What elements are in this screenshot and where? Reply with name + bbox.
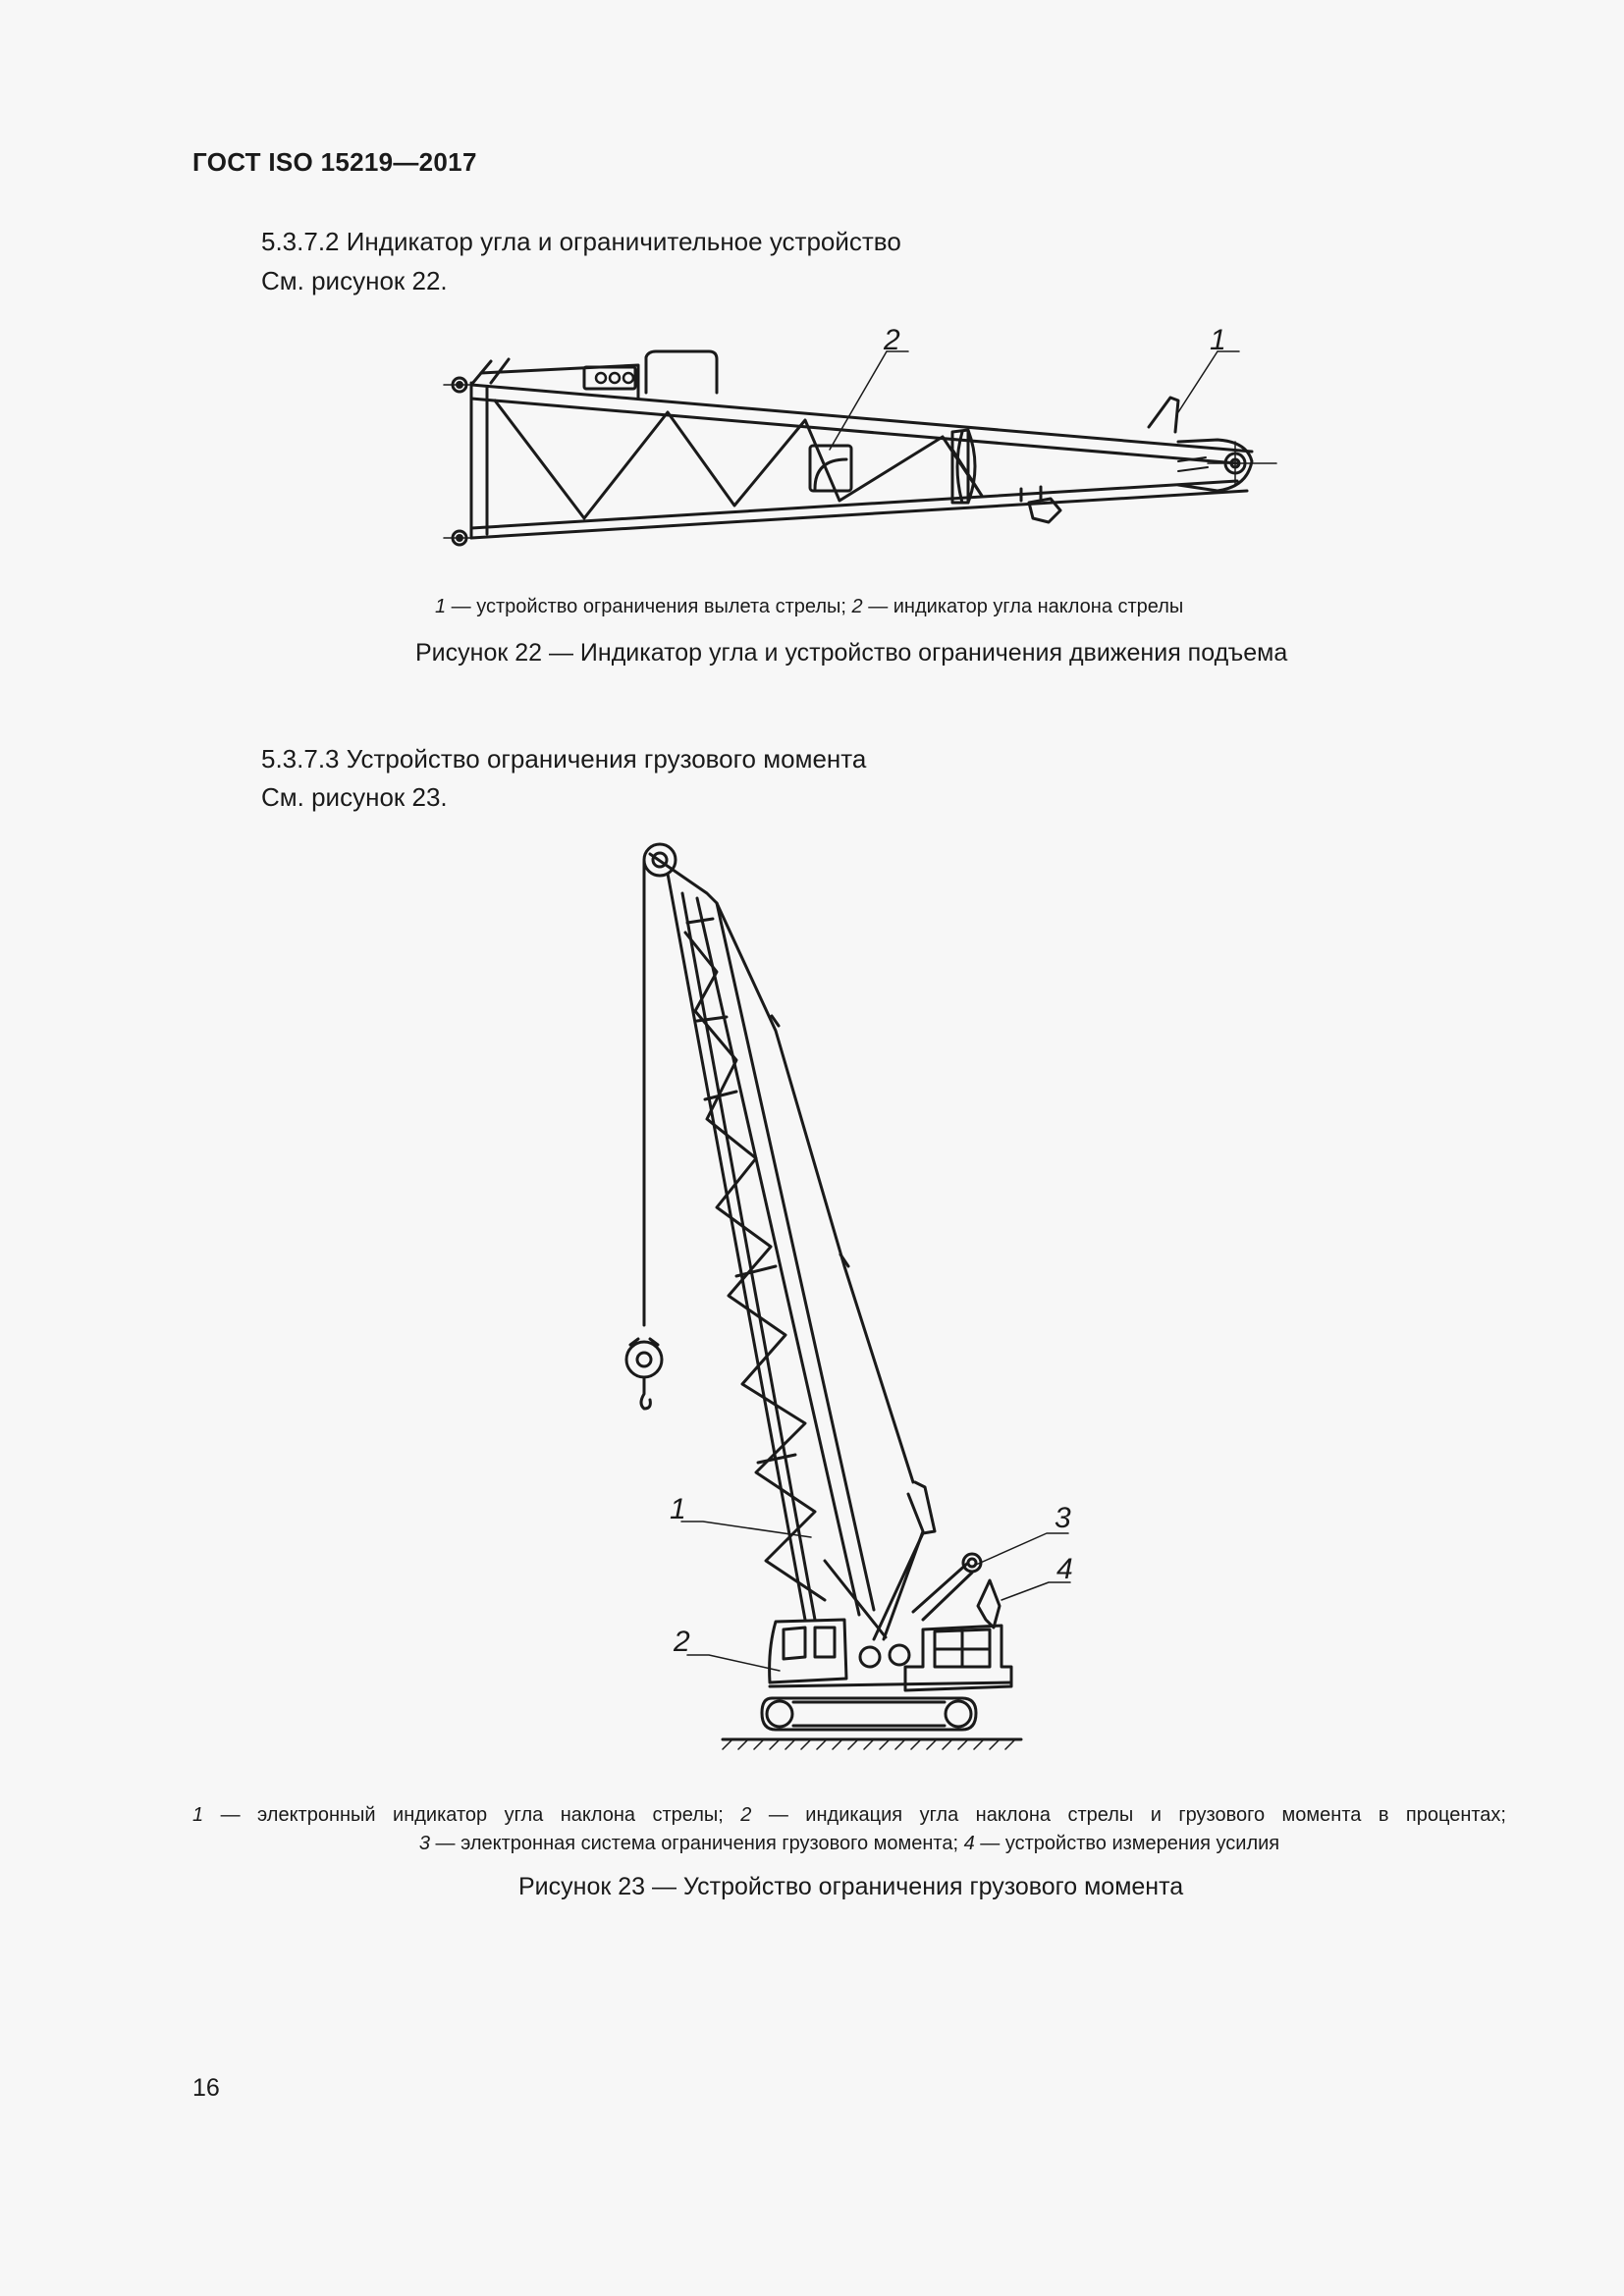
legend-text-4: — устройство измерения усилия xyxy=(974,1833,1280,1854)
legend-number-1: 1 xyxy=(435,596,447,617)
figure-23-callout-3: 3 xyxy=(1055,1502,1071,1534)
legend-text-2: — индикация угла наклона стрелы и грузового момента в процентах; xyxy=(751,1804,1506,1826)
figure-23-legend-line-1 xyxy=(192,1801,1506,1830)
boom-bottom-chord xyxy=(471,481,1237,528)
limit-device-arm xyxy=(1149,398,1178,432)
figure-23-crane-drawing xyxy=(670,834,1090,1757)
legend-number-2: 2 xyxy=(851,596,863,617)
figure-22-callout-2: 2 xyxy=(884,324,900,356)
legend-number-1: 1 xyxy=(192,1804,204,1826)
figure-23-callout-2: 2 xyxy=(674,1626,690,1658)
legend-number-2: 2 xyxy=(740,1804,752,1826)
boom-end-post xyxy=(471,383,487,538)
boom-lattice xyxy=(685,933,825,1600)
figure-23-legend-line-2 xyxy=(192,1830,1506,1858)
moment-limiter-sheave xyxy=(963,1554,981,1572)
boom-head-block xyxy=(646,351,717,393)
section-heading-5-3-7-3: 5.3.7.3 Устройство ограничения грузового момента xyxy=(261,744,867,774)
force-measuring-device xyxy=(978,1580,1000,1628)
legend-number-3: 3 xyxy=(418,1833,430,1854)
figure-23-reference: См. рисунок 23. xyxy=(261,782,448,812)
figure-23-callout-4: 4 xyxy=(1056,1553,1073,1585)
legend-number-4: 4 xyxy=(963,1833,975,1854)
pendant-line xyxy=(717,903,913,1482)
figure-23-legend xyxy=(192,1801,1506,1858)
legend-text-1: — устройство ограничения вылета стрелы; xyxy=(446,596,852,617)
figure-23-caption: Рисунок 23 — Устройство ограничения грузового момента xyxy=(518,1873,1184,1900)
figure-22-boom-drawing xyxy=(432,314,1276,560)
hook xyxy=(641,1377,650,1409)
hook-block xyxy=(626,1342,662,1377)
figure-23-callout-1: 1 xyxy=(670,1493,686,1525)
figure-22-legend xyxy=(435,596,1183,618)
legend-text-1: — электронный индикатор угла наклона стрелы; xyxy=(203,1804,741,1826)
gantry-mast xyxy=(884,1494,923,1639)
page-number: 16 xyxy=(192,2074,220,2102)
figure-22-caption: Рисунок 22 — Индикатор угла и устройство ограничения движения подъема xyxy=(415,639,1288,667)
boom-right-chord xyxy=(717,903,874,1610)
section-heading-5-3-7-2: 5.3.7.2 Индикатор угла и ограничительное устройство xyxy=(261,227,901,256)
figure-22-callout-1: 1 xyxy=(1210,324,1226,356)
figure-22-reference: См. рисунок 22. xyxy=(261,266,448,295)
legend-text-3: — электронная система ограничения грузового момента; xyxy=(429,1833,964,1854)
document-title: ГОСТ ISO 15219—2017 xyxy=(192,147,477,177)
machinery-house xyxy=(905,1626,1011,1690)
legend-text-2: — индикатор угла наклона стрелы xyxy=(862,596,1184,617)
